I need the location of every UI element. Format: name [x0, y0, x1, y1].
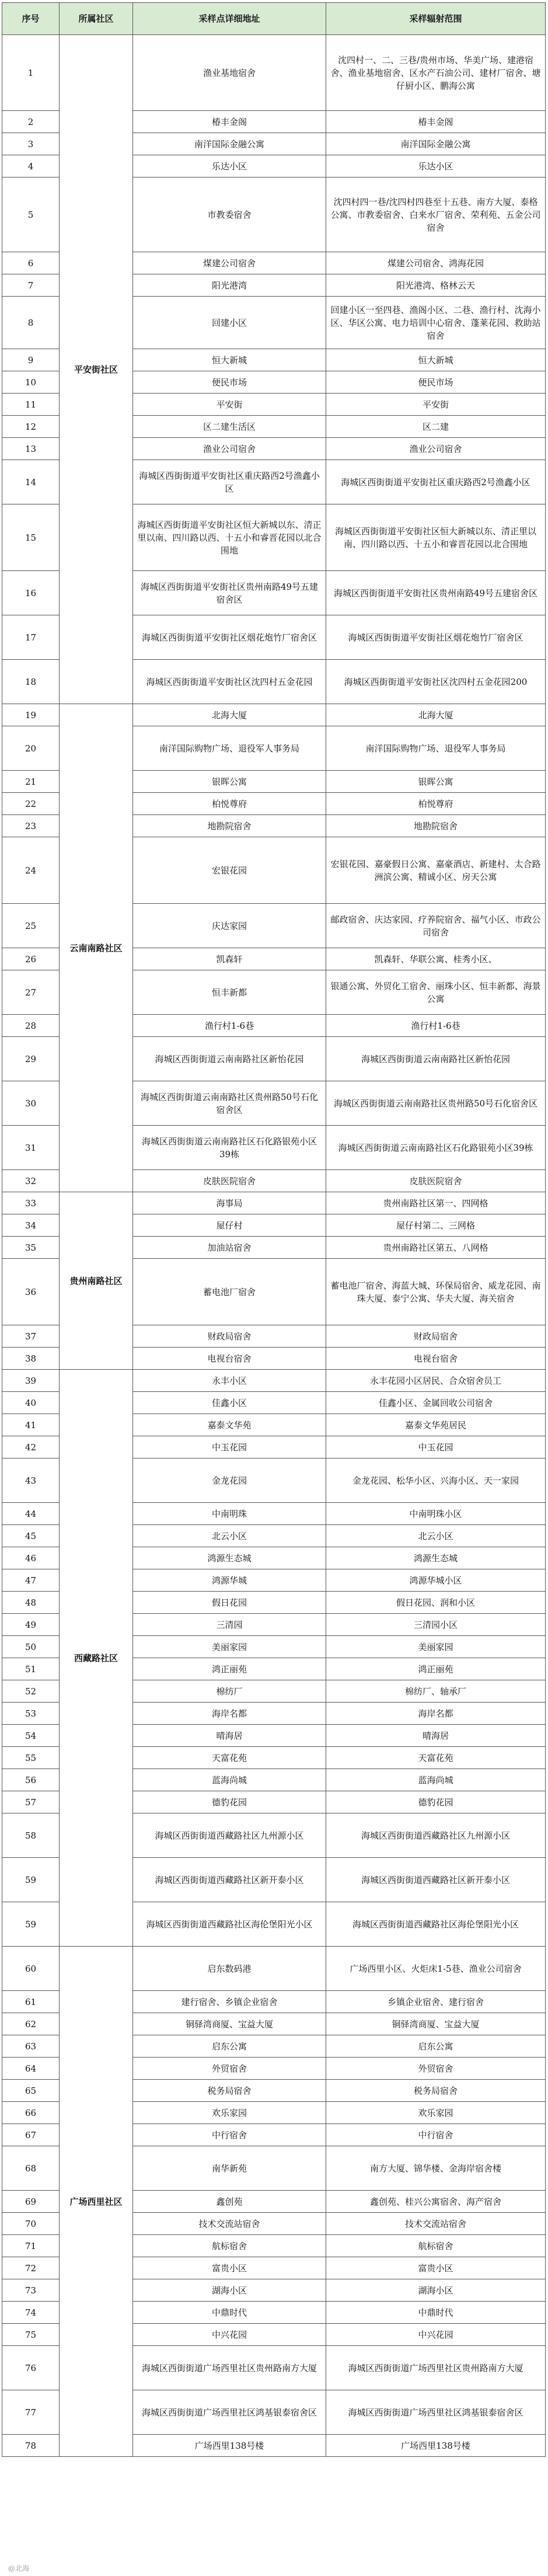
sampling-range: 天富花苑 — [326, 1747, 546, 1769]
sampling-range: 中玉花园 — [326, 1436, 546, 1458]
sampling-location: 区二建生活区 — [133, 416, 326, 438]
sampling-range: 海城区西街街道平安街社区沈四村五金花园200 — [326, 660, 546, 704]
row-number: 53 — [2, 1703, 60, 1725]
sampling-location: 中行宿舍 — [133, 2124, 326, 2146]
sampling-range: 南洋国际金融公寓 — [326, 133, 546, 155]
sampling-location: 永丰小区 — [133, 1370, 326, 1392]
row-number: 52 — [2, 1680, 60, 1703]
row-number: 73 — [2, 2279, 60, 2302]
community-name: 广场西里社区 — [60, 1947, 133, 2457]
sampling-range: 棉纺厂、轴承厂 — [326, 1680, 546, 1703]
row-number: 71 — [2, 2235, 60, 2257]
sampling-location: 鸿源华城 — [133, 1569, 326, 1592]
sampling-location: 阳光港湾 — [133, 274, 326, 297]
row-number: 12 — [2, 416, 60, 438]
sampling-range: 宏银花园、嘉豪假日公寓、嘉豪酒店、新建村、太合路洲滨公寓、精诚小区、房天公寓 — [326, 837, 546, 904]
sampling-range: 中鼎时代 — [326, 2302, 546, 2324]
row-number: 57 — [2, 1791, 60, 1813]
header-row — [2, 3, 546, 35]
row-number: 46 — [2, 1547, 60, 1569]
sampling-range: 海城区西街街道平安街社区恒大新城以东、清正里以南、四川路以西、十五小和睿晋花园以北合围地 — [326, 504, 546, 571]
row-number: 64 — [2, 2058, 60, 2080]
sampling-location: 中鼎时代 — [133, 2302, 326, 2324]
sampling-range: 柏悦尊府 — [326, 793, 546, 815]
sampling-range: 税务局宿舍 — [326, 2080, 546, 2102]
row-number: 63 — [2, 2035, 60, 2058]
row-number: 68 — [2, 2146, 60, 2191]
sampling-range: 蓄电池厂宿舍、海蓝大城、环保局宿舍、威龙花园、南珠大厦、泰宁公寓、华夫大厦、海关宿舍 — [326, 1259, 546, 1325]
sampling-location: 欢乐家园 — [133, 2102, 326, 2124]
sampling-range: 便民市场 — [326, 371, 546, 394]
row-number: 59 — [2, 1858, 60, 1902]
sampling-range: 南方大厦、锦华楼、金海岸宿舍楼 — [326, 2146, 546, 2191]
sampling-location: 棉纺厂 — [133, 1680, 326, 1703]
row-number: 1 — [2, 35, 60, 111]
watermark: @北海 — [8, 2564, 30, 2572]
row-number: 20 — [2, 726, 60, 771]
row-number: 66 — [2, 2102, 60, 2124]
sampling-range: 嘉泰文华苑居民 — [326, 1414, 546, 1436]
row-number: 47 — [2, 1569, 60, 1592]
sampling-location: 嘉泰文华苑 — [133, 1414, 326, 1436]
sampling-location: 北云小区 — [133, 1525, 326, 1547]
sampling-range: 恒大新城 — [326, 349, 546, 371]
sampling-range: 电视台宿舍 — [326, 1348, 546, 1370]
sampling-location: 煤建公司宿舍 — [133, 252, 326, 274]
sampling-range: 海城区西街街道西藏路社区九州源小区 — [326, 1813, 546, 1858]
sampling-location: 海城区西街街道云南南路社区石化路银苑小区39栋 — [133, 1126, 326, 1170]
sampling-location: 南洋国际购物广场、退役军人事务局 — [133, 726, 326, 771]
sampling-location: 湖海小区 — [133, 2279, 326, 2302]
row-number: 55 — [2, 1747, 60, 1769]
sampling-range: 贵州南路社区第五、八网格 — [326, 1237, 546, 1259]
sampling-range: 鑫创苑、桂兴公寓宿舍、海产宿舍 — [326, 2191, 546, 2213]
sampling-location: 恒大新城 — [133, 349, 326, 371]
table-body — [2, 35, 546, 2457]
sampling-location: 柏悦尊府 — [133, 793, 326, 815]
header-location: 采样点详细地址 — [133, 3, 326, 35]
community-name: 云南南路社区 — [60, 704, 133, 1192]
sampling-location: 海城区西街街道西藏路社区九州源小区 — [133, 1813, 326, 1858]
row-number: 54 — [2, 1725, 60, 1747]
row-number: 78 — [2, 2435, 60, 2457]
row-number: 17 — [2, 615, 60, 660]
sampling-location: 南华新苑 — [133, 2146, 326, 2191]
sampling-range: 屋仔村第二、三网格 — [326, 1214, 546, 1237]
sampling-range: 启东公寓 — [326, 2035, 546, 2058]
sampling-location: 皮肤医院宿舍 — [133, 1170, 326, 1192]
sampling-location: 广场西里138号楼 — [133, 2435, 326, 2457]
header-range: 采样辐射范围 — [326, 3, 546, 35]
sampling-location: 海城区西街街道平安街社区沈四村五金花园 — [133, 660, 326, 704]
community-name: 贵州南路社区 — [60, 1192, 133, 1370]
sampling-range: 北海大厦 — [326, 704, 546, 726]
sampling-location: 鸿正丽苑 — [133, 1658, 326, 1680]
sampling-location: 晴海居 — [133, 1725, 326, 1747]
row-number: 23 — [2, 815, 60, 837]
header-no: 序号 — [2, 3, 60, 35]
sampling-range: 北云小区 — [326, 1525, 546, 1547]
sampling-location: 凯森轩 — [133, 948, 326, 970]
row-number: 4 — [2, 155, 60, 177]
row-number: 24 — [2, 837, 60, 904]
row-number: 50 — [2, 1636, 60, 1658]
sampling-range: 海城区西街街道平安街社区重庆路西2号渔鑫小区 — [326, 460, 546, 504]
sampling-location: 海岸名都 — [133, 1703, 326, 1725]
sampling-range: 鸿源生态城 — [326, 1547, 546, 1569]
sampling-range: 椿丰金阁 — [326, 111, 546, 133]
sampling-range: 晴海居 — [326, 1725, 546, 1747]
row-number: 65 — [2, 2080, 60, 2102]
table-row — [2, 704, 546, 726]
sampling-location: 蓝海尚城 — [133, 1769, 326, 1791]
row-number: 9 — [2, 349, 60, 371]
sampling-location: 渔业公司宿舍 — [133, 438, 326, 460]
row-number: 11 — [2, 394, 60, 416]
row-number: 13 — [2, 438, 60, 460]
sampling-range: 德豹花园 — [326, 1791, 546, 1813]
sampling-location: 银晖公寓 — [133, 771, 326, 793]
row-number: 43 — [2, 1458, 60, 1503]
row-number: 28 — [2, 1015, 60, 1037]
sampling-range: 乡镇企业宿舍、建行宿舍 — [326, 1991, 546, 2013]
row-number: 34 — [2, 1214, 60, 1237]
sampling-location: 电视台宿舍 — [133, 1348, 326, 1370]
sampling-range: 鸿正丽苑 — [326, 1658, 546, 1680]
sampling-range: 沈四村四一巷/沈四村四巷至十五巷、南方大厦、泰格公寓、市教委宿舍、白来水厂宿舍、荣利苑、五金公司宿舍 — [326, 177, 546, 252]
sampling-location: 海事局 — [133, 1192, 326, 1214]
sampling-location: 海城区西街街道广场西里社区鸿基银泰宿舍区 — [133, 2390, 326, 2435]
table-row — [2, 1192, 546, 1214]
sampling-range: 银通公寓、外贸化工宿舍、丽珠小区、恒丰新都、海景公寓 — [326, 970, 546, 1015]
community-name: 西藏路社区 — [60, 1370, 133, 1947]
row-number: 36 — [2, 1259, 60, 1325]
row-number: 72 — [2, 2257, 60, 2279]
sampling-location: 地勘院宿舍 — [133, 815, 326, 837]
row-number: 61 — [2, 1991, 60, 2013]
row-number: 19 — [2, 704, 60, 726]
sampling-location: 北海大厦 — [133, 704, 326, 726]
table-row — [2, 1947, 546, 1991]
sampling-location: 鑫创苑 — [133, 2191, 326, 2213]
row-number: 30 — [2, 1081, 60, 1126]
sampling-range: 皮肤医院宿舍 — [326, 1170, 546, 1192]
sampling-range: 沈四村一、二、三巷/贵州市场、华美广场、建港宿舍、渔业基地宿舍、区水产石油公司、建材厂宿舍、塘仔厨小区、鹏海公寓 — [326, 35, 546, 111]
sampling-location: 海城区西街街道平安街社区恒大新城以东、清正里以南、四川路以西、十五小和睿晋花园以北合围地 — [133, 504, 326, 571]
sampling-location: 庆达家园 — [133, 904, 326, 948]
row-number: 32 — [2, 1170, 60, 1192]
row-number: 7 — [2, 274, 60, 297]
sampling-location: 鸿源生态城 — [133, 1547, 326, 1569]
sampling-range: 金龙花园、松华小区、兴海小区、天一家园 — [326, 1458, 546, 1503]
sampling-location: 技术交流站宿舍 — [133, 2213, 326, 2235]
row-number: 5 — [2, 177, 60, 252]
sampling-location: 海城区西街街道平安街社区重庆路西2号渔鑫小区 — [133, 460, 326, 504]
sampling-range: 广场西里138号楼 — [326, 2435, 546, 2457]
header-community: 所属社区 — [60, 3, 133, 35]
row-number: 42 — [2, 1436, 60, 1458]
sampling-location: 海城区西街街道云南南路社区贵州路50号石化宿舍区 — [133, 1081, 326, 1126]
sampling-range: 渔行村1-6巷 — [326, 1015, 546, 1037]
sampling-range: 煤建公司宿舍、鸿海花园 — [326, 252, 546, 274]
row-number: 3 — [2, 133, 60, 155]
sampling-location: 南洋国际金融公寓 — [133, 133, 326, 155]
sampling-location: 税务局宿舍 — [133, 2080, 326, 2102]
sampling-range: 航标宿舍 — [326, 2235, 546, 2257]
row-number: 62 — [2, 2013, 60, 2035]
row-number: 67 — [2, 2124, 60, 2146]
sampling-range: 海城区西街街道云南南路社区贵州路50号石化宿舍区 — [326, 1081, 546, 1126]
sampling-location: 乐达小区 — [133, 155, 326, 177]
sampling-range: 南洋国际购物广场、退役军人事务局 — [326, 726, 546, 771]
row-number: 22 — [2, 793, 60, 815]
sampling-range: 中兴花园 — [326, 2324, 546, 2346]
sampling-range: 技术交流站宿舍 — [326, 2213, 546, 2235]
sampling-range: 富贵小区 — [326, 2257, 546, 2279]
sampling-range: 中行宿舍 — [326, 2124, 546, 2146]
row-number: 25 — [2, 904, 60, 948]
sampling-location: 启东公寓 — [133, 2035, 326, 2058]
sampling-range: 海城区西街街道西藏路社区海伦堡阳光小区 — [326, 1902, 546, 1947]
sampling-location: 铜驿湾商厦、宝益大厦 — [133, 2013, 326, 2035]
row-number: 70 — [2, 2213, 60, 2235]
sampling-range: 广场西里小区、火炬床1-5巷、渔业公司宿舍 — [326, 1947, 546, 1991]
row-number: 74 — [2, 2302, 60, 2324]
sampling-location: 外贸宿舍 — [133, 2058, 326, 2080]
sampling-location: 海城区西街街道平安街社区烟花炮竹厂宿舍区 — [133, 615, 326, 660]
row-number: 38 — [2, 1348, 60, 1370]
community-name: 平安街社区 — [60, 35, 133, 704]
row-number: 51 — [2, 1658, 60, 1680]
sampling-location: 富贵小区 — [133, 2257, 326, 2279]
row-number: 37 — [2, 1325, 60, 1348]
sampling-range: 海岸名都 — [326, 1703, 546, 1725]
row-number: 21 — [2, 771, 60, 793]
sampling-range: 海城区西街街道广场西里社区贵州路南方大厦 — [326, 2346, 546, 2390]
sampling-location: 海城区西街街道西藏路社区海伦堡阳光小区 — [133, 1902, 326, 1947]
sampling-range: 海城区西街街道平安街社区贵州南路49号五建宿舍区 — [326, 571, 546, 615]
sampling-location: 德豹花园 — [133, 1791, 326, 1813]
sampling-location: 椿丰金阁 — [133, 111, 326, 133]
row-number: 14 — [2, 460, 60, 504]
sampling-range: 蓝海尚城 — [326, 1769, 546, 1791]
sampling-range: 中南明珠小区 — [326, 1503, 546, 1525]
row-number: 26 — [2, 948, 60, 970]
row-number: 27 — [2, 970, 60, 1015]
sampling-location: 建行宿舍、乡镇企业宿舍 — [133, 1991, 326, 2013]
sampling-range: 地勘院宿舍 — [326, 815, 546, 837]
sampling-range: 鸿源华城小区 — [326, 1569, 546, 1592]
sampling-range: 海城区西街街道云南南路社区新怡花园 — [326, 1037, 546, 1081]
sampling-range: 美丽家园 — [326, 1636, 546, 1658]
sampling-range: 湖海小区 — [326, 2279, 546, 2302]
row-number: 10 — [2, 371, 60, 394]
row-number: 15 — [2, 504, 60, 571]
row-number: 35 — [2, 1237, 60, 1259]
row-number: 44 — [2, 1503, 60, 1525]
sampling-range: 区二建 — [326, 416, 546, 438]
row-number: 56 — [2, 1769, 60, 1791]
sampling-location: 海城区西街街道云南南路社区新怡花园 — [133, 1037, 326, 1081]
row-number: 77 — [2, 2390, 60, 2435]
sampling-location: 中南明珠 — [133, 1503, 326, 1525]
sampling-range: 海城区西街街道广场西里社区鸿基银泰宿舍区 — [326, 2390, 546, 2435]
sampling-range: 假日花园、润和小区 — [326, 1592, 546, 1614]
sampling-table — [2, 2, 546, 2457]
sampling-location: 金龙花园 — [133, 1458, 326, 1503]
row-number: 33 — [2, 1192, 60, 1214]
sampling-location: 便民市场 — [133, 371, 326, 394]
sampling-location: 美丽家园 — [133, 1636, 326, 1658]
sampling-location: 启东数码港 — [133, 1947, 326, 1991]
sampling-location: 假日花园 — [133, 1592, 326, 1614]
sampling-range: 海城区西街街道平安街社区烟花炮竹厂宿舍区 — [326, 615, 546, 660]
table-row — [2, 35, 546, 111]
row-number: 76 — [2, 2346, 60, 2390]
row-number: 49 — [2, 1614, 60, 1636]
sampling-range: 佳鑫小区、金属回收公司宿舍 — [326, 1392, 546, 1414]
sampling-location: 平安街 — [133, 394, 326, 416]
sampling-location: 加油站宿舍 — [133, 1237, 326, 1259]
sampling-location: 渔行村1-6巷 — [133, 1015, 326, 1037]
row-number: 45 — [2, 1525, 60, 1547]
sampling-location: 蓄电池厂宿舍 — [133, 1259, 326, 1325]
sampling-range: 海城区西街街道云南南路社区石化路银苑小区39栋 — [326, 1126, 546, 1170]
sampling-range: 阳光港湾、格林云天 — [326, 274, 546, 297]
sampling-location: 三清园 — [133, 1614, 326, 1636]
row-number: 60 — [2, 1947, 60, 1991]
row-number: 58 — [2, 1813, 60, 1858]
row-number: 6 — [2, 252, 60, 274]
sampling-range: 三清园小区 — [326, 1614, 546, 1636]
sampling-location: 财政局宿舍 — [133, 1325, 326, 1348]
row-number: 41 — [2, 1414, 60, 1436]
row-number: 2 — [2, 111, 60, 133]
sampling-range: 凯森轩、华联公寓、桂秀小区、 — [326, 948, 546, 970]
sampling-location: 海城区西街街道西藏路社区新开泰小区 — [133, 1858, 326, 1902]
sampling-location: 佳鑫小区 — [133, 1392, 326, 1414]
sampling-range: 海城区西街街道西藏路社区新开泰小区 — [326, 1858, 546, 1902]
sampling-range: 永丰花园小区居民、合众宿舍员工 — [326, 1370, 546, 1392]
sampling-range: 外贸宿舍 — [326, 2058, 546, 2080]
sampling-location: 中兴花园 — [133, 2324, 326, 2346]
row-number: 48 — [2, 1592, 60, 1614]
sampling-location: 屋仔村 — [133, 1214, 326, 1237]
row-number: 39 — [2, 1370, 60, 1392]
sampling-location: 渔业基地宿舍 — [133, 35, 326, 111]
sampling-location: 天富花苑 — [133, 1747, 326, 1769]
row-number: 69 — [2, 2191, 60, 2213]
row-number: 8 — [2, 297, 60, 349]
sampling-location: 宏银花园 — [133, 837, 326, 904]
sampling-range: 邮政宿舍、庆达家园、疗养院宿舍、福气小区、市政公司宿舍 — [326, 904, 546, 948]
sampling-range: 渔业公司宿舍 — [326, 438, 546, 460]
sampling-location: 恒丰新都 — [133, 970, 326, 1015]
sampling-range: 回建小区一至四巷、渔阁小区、二巷、渔行村、沈海小区、华区公寓、电力培训中心宿舍、蓬莱花园、救助站宿舍 — [326, 297, 546, 349]
sampling-range: 铜驿湾商厦、宝益大厦 — [326, 2013, 546, 2035]
sampling-range: 贵州南路社区第一、四网格 — [326, 1192, 546, 1214]
sampling-range: 乐达小区 — [326, 155, 546, 177]
row-number: 59 — [2, 1902, 60, 1947]
sampling-range: 银晖公寓 — [326, 771, 546, 793]
row-number: 18 — [2, 660, 60, 704]
table-row — [2, 1370, 546, 1392]
sampling-location: 中玉花园 — [133, 1436, 326, 1458]
row-number: 40 — [2, 1392, 60, 1414]
sampling-range: 欢乐家园 — [326, 2102, 546, 2124]
sampling-location: 海城区西街街道平安街社区贵州南路49号五建宿舍区 — [133, 571, 326, 615]
sampling-location: 回建小区 — [133, 297, 326, 349]
sampling-location: 市教委宿舍 — [133, 177, 326, 252]
row-number: 29 — [2, 1037, 60, 1081]
row-number: 16 — [2, 571, 60, 615]
row-number: 31 — [2, 1126, 60, 1170]
sampling-location: 航标宿舍 — [133, 2235, 326, 2257]
sampling-location: 海城区西街街道广场西里社区贵州路南方大厦 — [133, 2346, 326, 2390]
sampling-range: 财政局宿舍 — [326, 1325, 546, 1348]
sampling-range: 平安街 — [326, 394, 546, 416]
row-number: 75 — [2, 2324, 60, 2346]
